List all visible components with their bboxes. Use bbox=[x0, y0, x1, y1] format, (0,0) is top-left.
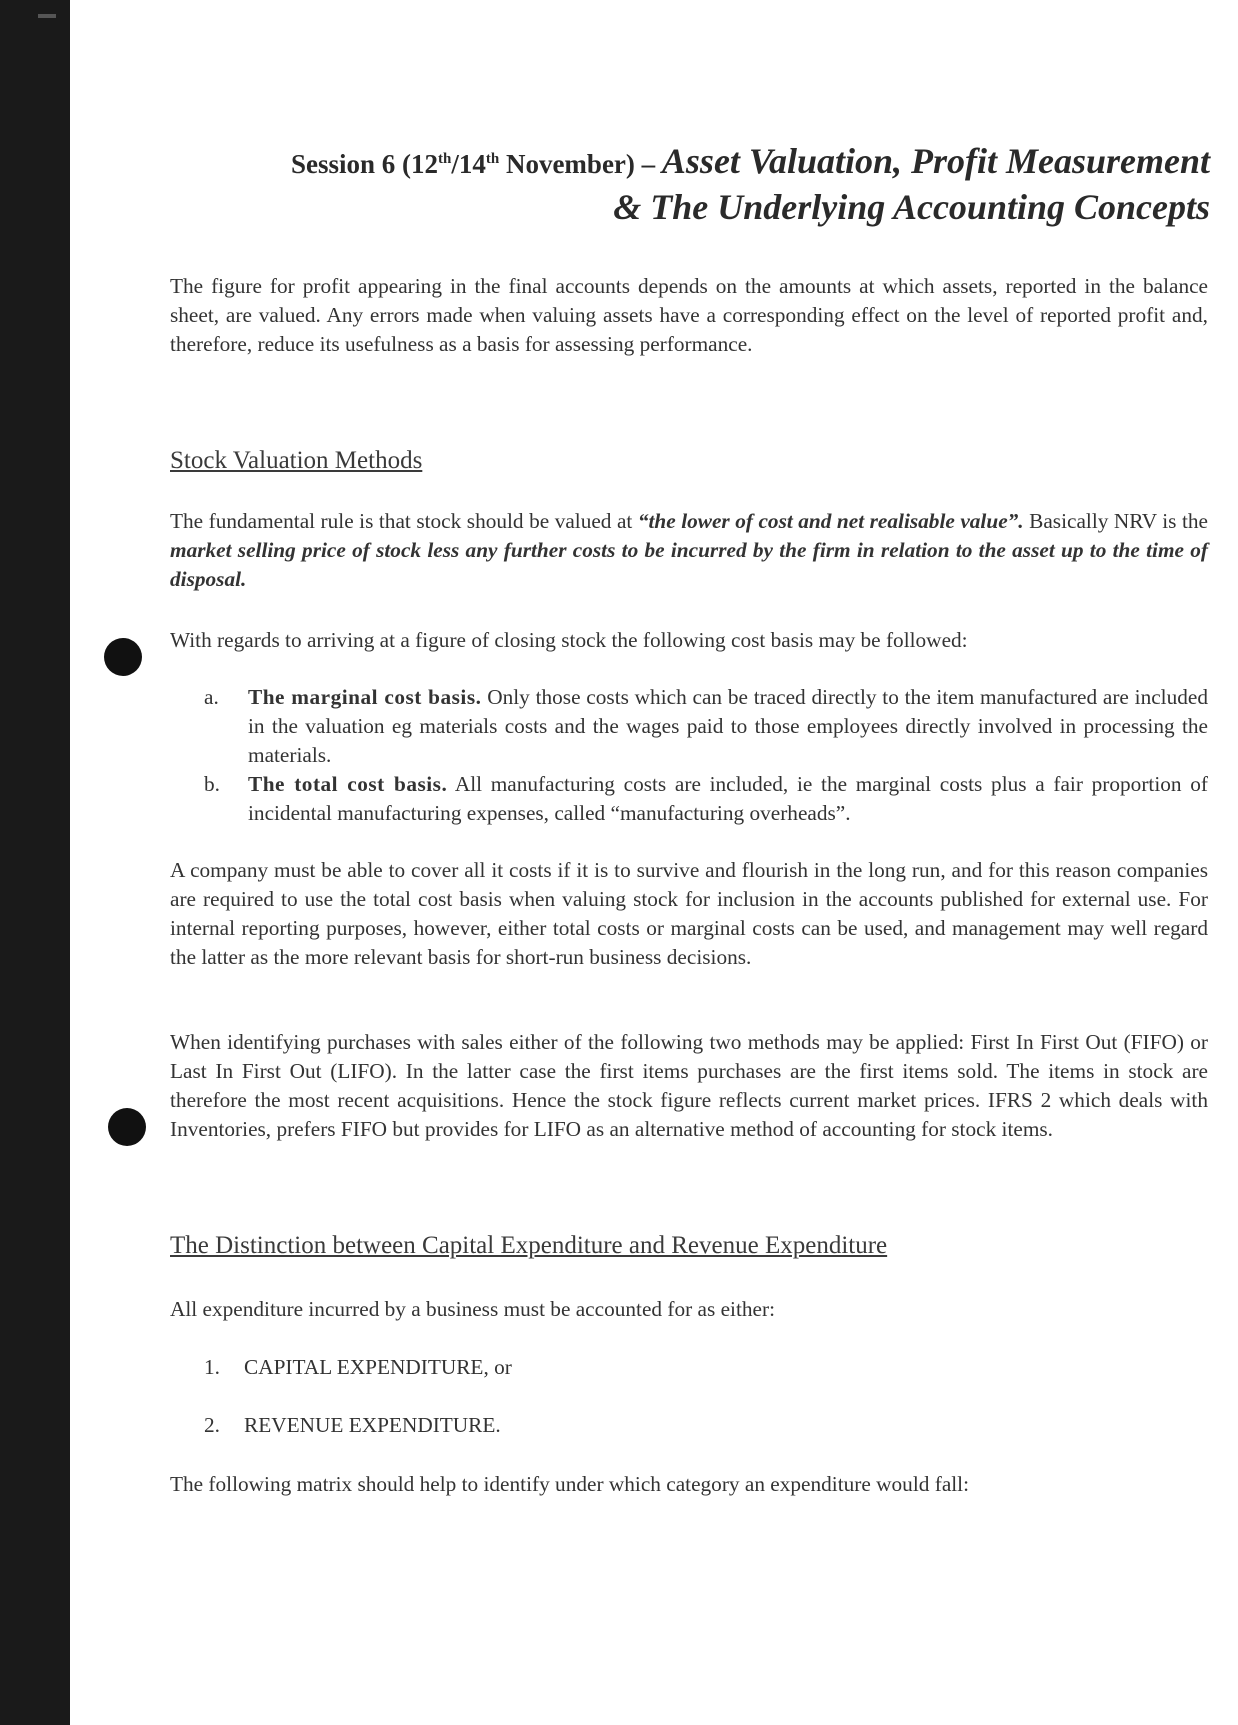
stock-paragraph-2: With regards to arriving at a figure of closing stock the following cost basis may be followed: bbox=[170, 628, 968, 652]
title-line-2: & The Underlying Accounting Concepts bbox=[613, 187, 1210, 227]
distinction-heading: The Distinction between Capital Expenditure and Revenue Expenditure bbox=[170, 1232, 888, 1259]
list-item-total-cost: b. The total cost basis. All manufacturing costs are included, ie the marginal costs plus a fair proportion of incidental manufacturing expenses, called “manufacturing overheads”. bbox=[204, 772, 1208, 825]
punch-hole-bottom bbox=[108, 1108, 146, 1146]
intro-paragraph: The figure for profit appearing in the final accounts depends on the amounts at which assets, reported in the balance sheet, are valued. Any errors made when valuing assets have a corresponding effect on the level of reported profit and, therefore, reduce its usefulness as a basis for assessing performance. bbox=[170, 274, 1208, 356]
stock-paragraph-1: The fundamental rule is that stock should be valued at “the lower of cost and net realisable value”. Basically NRV is the market selling price of stock less any further costs to be incurred by the firm in relation to the asset up to the time of disposal. bbox=[170, 509, 1208, 591]
list-item-marginal-cost: a. The marginal cost basis. Only those costs which can be traced directly to the item manufactured are included in the valuation eg materials costs and the wages paid to those employees directly involved in processing the materials. bbox=[204, 685, 1208, 767]
distinction-paragraph-1: All expenditure incurred by a business must be accounted for as either: bbox=[170, 1297, 775, 1321]
session-label: Session 6 (12th/14th November) – bbox=[290, 149, 662, 179]
session-title bbox=[170, 140, 1210, 182]
nrv-definition: market selling price of stock less any further costs to be incurred by the firm in relation to the asset up to the time of disposal. bbox=[170, 538, 1208, 591]
valuation-rule-quote: “the lower of cost and net realisable value”. bbox=[637, 509, 1024, 533]
title-line-2-wrap bbox=[170, 186, 1210, 228]
binding-strip bbox=[0, 0, 70, 1725]
item-title: The total cost basis. bbox=[248, 772, 448, 796]
stock-paragraph-3: A company must be able to cover all it costs if it is to survive and flourish in the long run, and for this reason companies are required to use the total cost basis when valuing stock for inclusion in the accounts published for external use. For internal reporting purposes, however, either total costs or marginal costs can be used, and management may well regard the latter as the more relevant basis for short-run business decisions. bbox=[170, 858, 1208, 969]
stock-heading: Stock Valuation Methods bbox=[170, 447, 423, 474]
list-marker: b. bbox=[204, 772, 220, 796]
distinction-paragraph-2: The following matrix should help to identify under which category an expenditure would fall: bbox=[170, 1472, 970, 1496]
item-title: The marginal cost basis. bbox=[248, 685, 482, 709]
punch-hole-top bbox=[104, 638, 142, 676]
list-item-capital: 1. CAPITAL EXPENDITURE, or bbox=[204, 1355, 512, 1379]
list-item-revenue: 2. REVENUE EXPENDITURE. bbox=[204, 1413, 501, 1437]
list-marker: a. bbox=[204, 685, 219, 709]
title-line-1: Asset Valuation, Profit Measurement bbox=[661, 141, 1210, 181]
stock-paragraph-4: When identifying purchases with sales either of the following two methods may be applied: First In First Out (FIFO) or Last In First Out (LIFO). In the latter case the first items purchases are the first items sold. The items in stock are therefore the most recent acquisitions. Hence the stock figure reflects current market prices. IFRS 2 which deals with Inventories, prefers FIFO but provides for LIFO as an alternative method of accounting for stock items. bbox=[170, 1030, 1208, 1141]
